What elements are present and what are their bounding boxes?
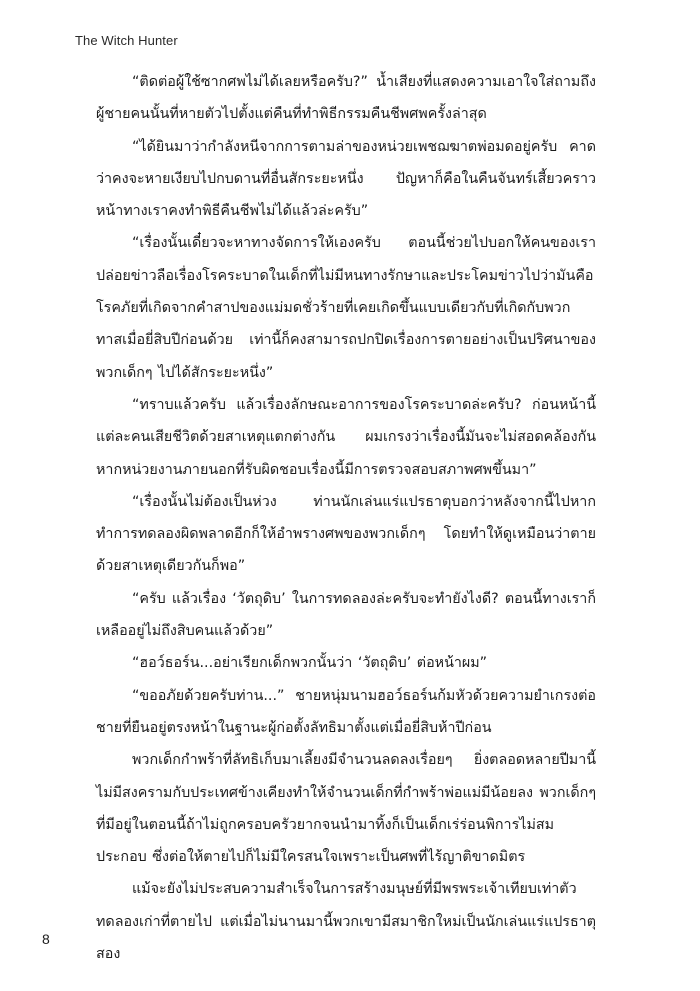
page-number: 8 (42, 931, 50, 947)
paragraph: “เรื่องนั้นไม่ต้องเป็นห่วง ท่านนักเล่นแร่แปรธาตุบอกว่าหลังจากนี้ไปหากทำการทดลองผิดพลาดอีกก็ให้อำพรางศพของพวกเด็กๆ โดยทำให้ดูเหมือนว่าตายด้วยสาเหตุเดียวกันก็พอ” (96, 493, 596, 575)
paragraph: “ขออภัยด้วยครับท่าน...” ชายหนุ่มนามฮอว์ธอร์นก้มหัวด้วยความยำเกรงต่อชายที่ยืนอยู่ตรงหน้าในฐานะผู้ก่อตั้งลัทธิมาตั้งแต่เมื่อยี่สิบห้าปีก่อน (96, 687, 596, 736)
paragraph: “ได้ยินมาว่ากำลังหนีจากการตามล่าของหน่วยเพชฌฆาตพ่อมดอยู่ครับ คาดว่าคงจะหายเงียบไปกบดานที่อื่นสักระยะหนึ่ง ปัญหาก็คือในคืนจันทร์เสี้ยวคราวหน้าทางเราคงทำพิธีคืนชีพไม่ได้แล้วล่ะครับ” (96, 138, 596, 220)
running-title: The Witch Hunter (75, 33, 178, 48)
paragraph: “ติดต่อผู้ใช้ซากศพไม่ได้เลยหรือครับ?” น้ำเสียงที่แสดงความเอาใจใส่ถามถึงผู้ชายคนนั้นที่หายตัวไปตั้งแต่คืนที่ทำพิธีกรรมคืนชีพศพครั้งล่าสุด (96, 74, 596, 123)
paragraph: “ทราบแล้วครับ แล้วเรื่องลักษณะอาการของโรคระบาดล่ะครับ? ก่อนหน้านี้แต่ละคนเสียชีวิตด้วยสาเหตุแตกต่างกัน ผมเกรงว่าเรื่องนี้มันจะไม่สอดคล้องกันหากหน่วยงานภายนอกที่รับผิดชอบเรื่องนี้มีการตรวจสอบสภาพศพขึ้นมา” (96, 396, 596, 478)
paragraph: “เรื่องนั้นเดี๋ยวจะหาทางจัดการให้เองครับ ตอนนี้ช่วยไปบอกให้คนของเราปล่อยข่าวลือเรื่องโรคระบาดในเด็กที่ไม่มีหนทางรักษาและประโคมข่าวไปว่ามันคือโรคภัยที่เกิดจากคำสาปของแม่มดชั่วร้ายที่เคยเกิดขึ้นแบบเดียวกับที่เกิดกับพวกทาสเมื่อยี่สิบปีก่อนด้วย เท่านี้ก็คงสามารถปกปิดเรื่องการตายอย่างเป็นปริศนาของพวกเด็กๆ ไปได้สักระยะหนึ่ง” (96, 235, 596, 381)
paragraph: “ครับ แล้วเรื่อง ‘วัตถุดิบ’ ในการทดลองล่ะครับจะทำยังไงดี? ตอนนี้ทางเราก็เหลืออยู่ไม่ถึงสิบคนแล้วด้วย” (96, 590, 596, 640)
body-text (96, 66, 596, 970)
paragraph: แม้จะยังไม่ประสบความสำเร็จในการสร้างมนุษย์ที่มีพรพระเจ้าเทียบเท่าตัวทดลองเก่าที่ตายไป แต่เมื่อไม่นานมานี้พวกเขามีสมาชิกใหม่เป็นนักเล่นแร่แปรธาตุสอง (96, 881, 596, 963)
paragraph: พวกเด็กกำพร้าที่ลัทธิเก็บมาเลี้ยงมีจำนวนลดลงเรื่อยๆ ยิ่งตลอดหลายปีมานี้ไม่มีสงครามกับประเทศข้างเคียงทำให้จำนวนเด็กที่กำพร้าพ่อแม่มีน้อยลง พวกเด็กๆ ที่มีอยู่ในตอนนี้ถ้าไม่ถูกครอบครัวยากจนนำมาทิ้งก็เป็นเด็กเร่ร่อนพิการไม่สมประกอบ ซึ่งต่อให้ตายไปก็ไม่มีใครสนใจเพราะเป็นศพที่ไร้ญาติขาดมิตร (96, 752, 596, 866)
paragraph: “ฮอว์ธอร์น...อย่าเรียกเด็กพวกนั้นว่า ‘วัตถุดิบ’ ต่อหน้าผม” (132, 655, 488, 672)
